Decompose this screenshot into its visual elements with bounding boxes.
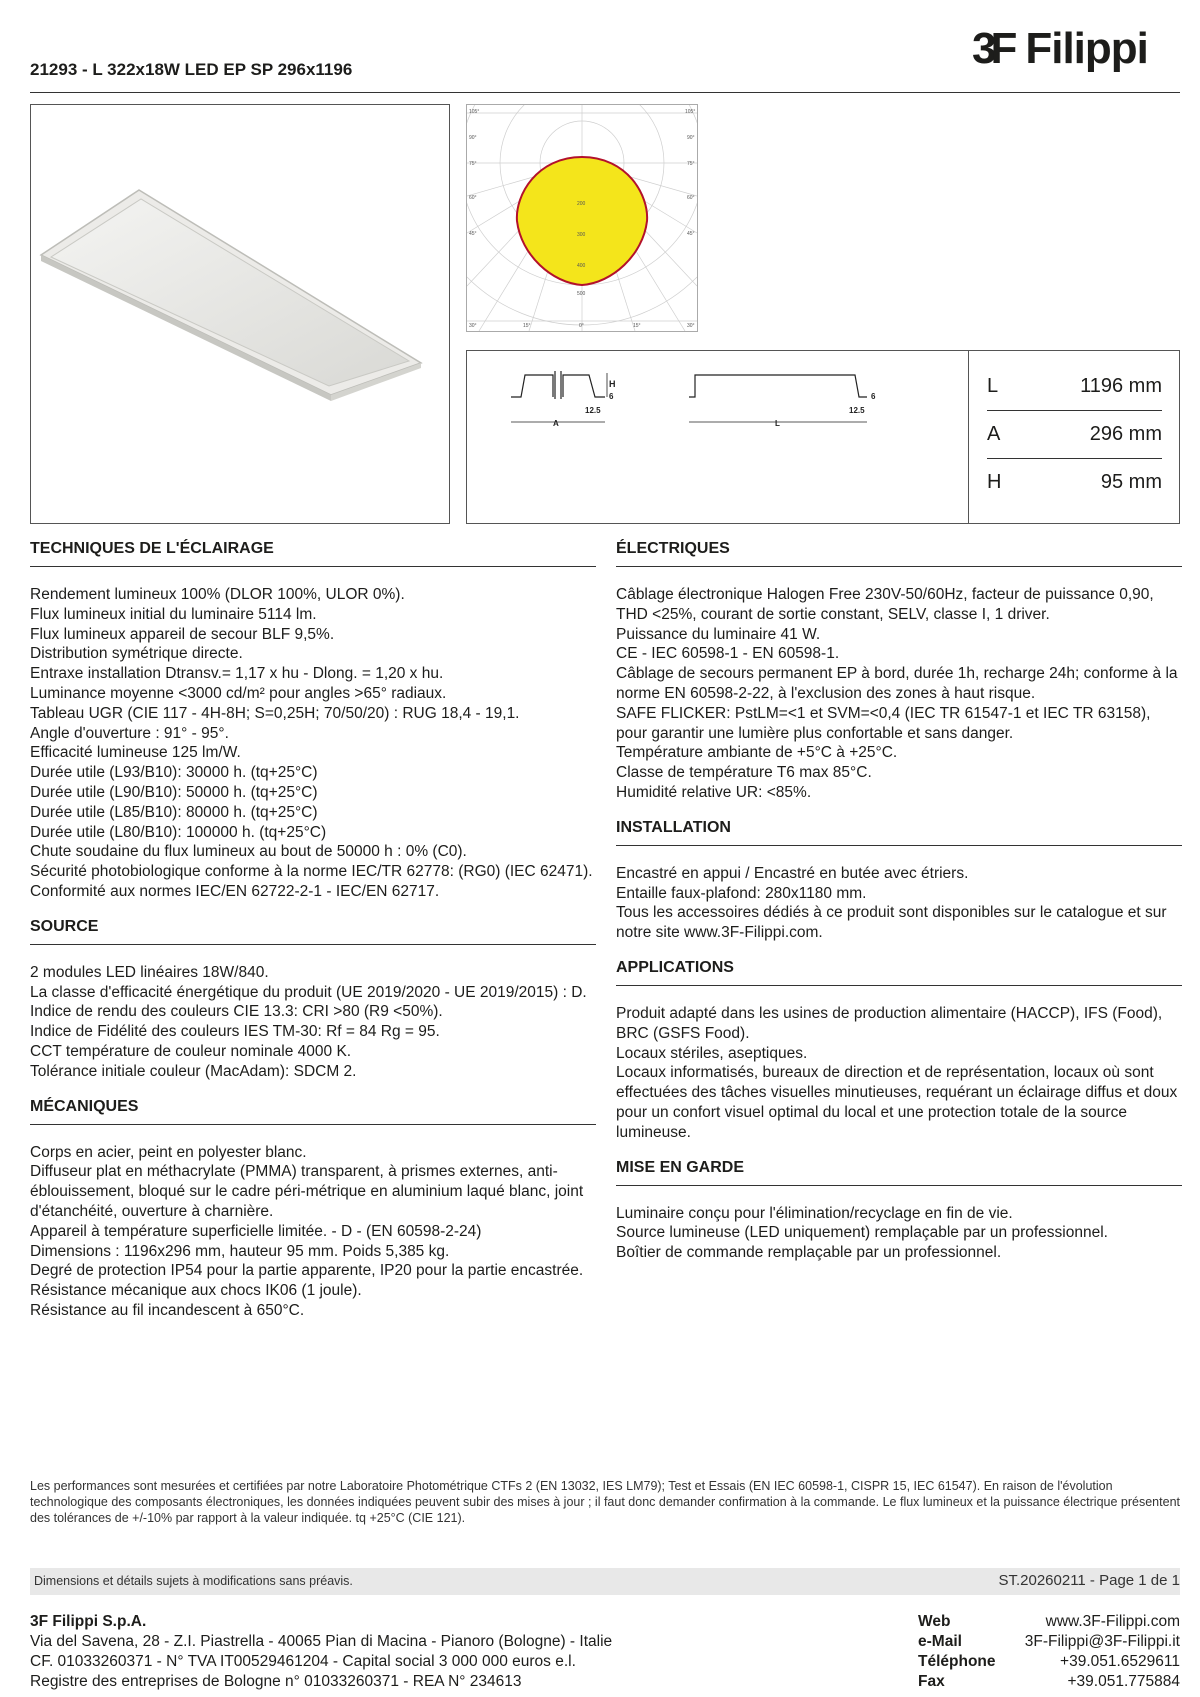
- section-body: [30, 963, 596, 1082]
- polar-bottom-label: 15°: [633, 323, 641, 329]
- polar-angle-label: 45°: [469, 231, 477, 237]
- section-body: [30, 585, 596, 902]
- spec-line: Tolérance initiale couleur (MacAdam): SDCM 2.: [30, 1062, 357, 1080]
- polar-radial-value: 500: [577, 291, 586, 297]
- polar-bottom-label: 0°: [579, 323, 584, 329]
- spec-line: Locaux stériles, aseptiques.: [616, 1044, 808, 1062]
- polar-diagram: [467, 105, 697, 331]
- spec-line: CCT température de couleur nominale 4000 K.: [30, 1042, 352, 1060]
- polar-angle-label: 60°: [687, 195, 695, 201]
- front-a-label: A: [553, 419, 559, 428]
- spec-line: Distribution symétrique directe.: [30, 645, 243, 663]
- dimension-row-l: [987, 362, 1162, 411]
- spec-section: [616, 817, 1182, 943]
- spec-line: Classe de température T6 max 85°C.: [616, 764, 872, 782]
- section-heading: SOURCE: [30, 916, 596, 945]
- spec-line: Indice de Fidélité des couleurs IES TM-30: Rf = 84 Rg = 95.: [30, 1023, 440, 1041]
- polar-angle-label: 90°: [687, 135, 695, 141]
- modification-notice: Dimensions et détails sujets à modifications sans préavis.: [34, 1574, 353, 1588]
- dimension-row-a: [987, 410, 1162, 459]
- section-body: [616, 1004, 1182, 1143]
- dimension-row-h: [987, 458, 1162, 506]
- spec-line: Produit adapté dans les usines de production alimentaire (HACCP), IFS (Food), BRC (GSFS Food).: [616, 1004, 1163, 1042]
- spec-line: Locaux informatisés, bureaux de direction et de représentation, locaux où sont effectuées des tâches visuelles minutieuses, requérant un éclairage diffus et doux pour un confort visuel optimal du local et une protection totale de la source lumineuse.: [616, 1064, 1178, 1141]
- header-divider: [30, 92, 1180, 93]
- front-h-label: H: [609, 379, 616, 389]
- company-fiscal: CF. 01033260371 - N° TVA IT00529461204 - Capital social 3 000 000 euros e.l.: [30, 1653, 576, 1670]
- section-heading: ÉLECTRIQUES: [616, 538, 1182, 567]
- spec-section: [30, 1096, 596, 1321]
- company-name: 3F Filippi S.p.A.: [30, 1613, 147, 1630]
- logo-mark: 3F: [972, 24, 1012, 73]
- section-body: [30, 1143, 596, 1321]
- dimension-key: L: [987, 375, 999, 397]
- spec-line: Câblage électronique Halogen Free 230V-50/60Hz, facteur de puissance 0,90, THD <25%, courant de sortie constant, SELV, classe I, 1 driver.: [616, 586, 1154, 623]
- spec-line: Durée utile (L93/B10): 30000 h. (tq+25°C): [30, 764, 318, 782]
- spec-line: SAFE FLICKER: PstLM=<1 et SVM=<0,4 (IEC TR 61547-1 et IEC TR 63158), pour garantir une lumière plus confortable et sans danger.: [616, 704, 1151, 742]
- polar-angle-label: 75°: [687, 161, 695, 167]
- section-heading: INSTALLATION: [616, 817, 1182, 846]
- spec-line: Puissance du luminaire 41 W.: [616, 625, 821, 643]
- product-photo: [31, 105, 449, 523]
- front-dim-6: 6: [609, 392, 614, 401]
- spec-line: Encastré en appui / Encastré en butée avec étriers.: [616, 864, 969, 882]
- side-l-label: L: [775, 419, 780, 428]
- company-registry: Registre des entreprises de Bologne n° 01033260371 - REA N° 234613: [30, 1673, 522, 1690]
- company-address: Via del Savena, 28 - Z.I. Piastrella - 40065 Pian di Macina - Pianoro (Bologne) - Italie: [30, 1633, 613, 1650]
- section-heading: APPLICATIONS: [616, 957, 1182, 986]
- spec-line: Tous les accessoires dédiés à ce produit sont disponibles sur le catalogue et sur notre site www.3F-Filippi.com.: [616, 904, 1167, 942]
- email-link[interactable]: 3F-Filippi@3F-Filippi.it: [1024, 1633, 1180, 1650]
- dimension-value: 95 mm: [1100, 471, 1162, 493]
- spec-line: CE - IEC 60598-1 - EN 60598-1.: [616, 645, 840, 663]
- spec-line: Tableau UGR (CIE 117 - 4H-8H; S=0,25H; 70/50/20) : RUG 18,4 - 19,1.: [30, 704, 520, 722]
- logo-text: Filippi: [1025, 24, 1148, 73]
- spec-line: Luminance moyenne <3000 cd/m² pour angles >65° radiaux.: [30, 684, 447, 702]
- spec-line: Corps en acier, peint en polyester blanc.: [30, 1143, 307, 1161]
- spec-section: [30, 538, 596, 902]
- spec-line: Sécurité photobiologique conforme à la norme IEC/TR 62778: (RG0) (IEC 62471).: [30, 863, 593, 881]
- spec-line: Entaille faux-plafond: 280x1180 mm.: [616, 884, 867, 902]
- spec-line: Durée utile (L80/B10): 100000 h. (tq+25°C): [30, 823, 327, 841]
- product-photo-frame: [30, 104, 450, 524]
- spec-section: [616, 1157, 1182, 1263]
- front-view-drawing: [507, 367, 657, 447]
- contact-row-fax: [918, 1672, 1180, 1692]
- spec-line: Flux lumineux appareil de secour BLF 9,5%.: [30, 625, 335, 643]
- polar-bottom-label: 15°: [523, 323, 531, 329]
- polar-angle-label: 90°: [469, 135, 477, 141]
- side-dim-6: 6: [871, 392, 876, 401]
- spec-section: [616, 957, 1182, 1143]
- contact-row-phone: [918, 1652, 1180, 1672]
- spec-line: Résistance mécanique aux chocs IK06 (1 joule).: [30, 1282, 362, 1300]
- company-info: [30, 1612, 612, 1692]
- dimension-key: A: [987, 423, 1001, 445]
- spec-line: Source lumineuse (LED uniquement) remplaçable par un professionnel.: [616, 1224, 1108, 1242]
- contact-row-web: [918, 1612, 1180, 1632]
- section-body: [616, 585, 1182, 803]
- section-heading: MISE EN GARDE: [616, 1157, 1182, 1186]
- spec-section: [30, 916, 596, 1082]
- polar-diagram-frame: [466, 104, 698, 332]
- section-heading: TECHNIQUES DE L'ÉCLAIRAGE: [30, 538, 596, 567]
- front-dim-12-5: 12.5: [585, 406, 601, 415]
- spec-line: Durée utile (L85/B10): 80000 h. (tq+25°C): [30, 803, 318, 821]
- section-body: [616, 864, 1182, 943]
- spec-line: Résistance au fil incandescent à 650°C.: [30, 1301, 305, 1319]
- polar-angle-label: 75°: [469, 161, 477, 167]
- contact-key: Web: [918, 1613, 951, 1630]
- dimensions-table: [968, 350, 1180, 524]
- polar-radial-value: 400: [577, 263, 586, 269]
- disclaimer-text: Les performances sont mesurées et certifiées par notre Laboratoire Photométrique CTFs 2 (EN 13032, IES LM79); Test et Essais (EN IEC 60598-1, CISPR 15, IEC 61547). En raison de l'évolution technologique des composants électroniques, les données indiquées peuvent subir des mises à jour ; il faut donc demander confirmation à la commande. Le flux lumineux et la puissance électrique présentent des tolérances de +/-10% par rapport à la valeur indiquée. tq +25°C (CIE 121).: [30, 1479, 1180, 1525]
- spec-line: Humidité relative UR: <85%.: [616, 783, 812, 801]
- spec-line: Durée utile (L90/B10): 50000 h. (tq+25°C): [30, 783, 318, 801]
- polar-angle-label: 105°: [469, 109, 480, 115]
- spec-line: Diffuseur plat en méthacrylate (PMMA) transparent, à prismes externes, anti-éblouissement, bloqué sur le cadre péri-métrique en aluminium laqué blanc, joint d'étanchéité, ouverture à charnière.: [30, 1163, 584, 1220]
- spec-line: 2 modules LED linéaires 18W/840.: [30, 963, 269, 981]
- brand-logo: [972, 24, 1148, 74]
- contact-row-email: [918, 1632, 1180, 1652]
- phone-number: +39.051.6529611: [1060, 1653, 1180, 1670]
- spec-line: Degré de protection IP54 pour la partie apparente, IP20 pour la partie encastrée.: [30, 1262, 584, 1280]
- spec-line: Appareil à température superficielle limitée. - D - (EN 60598-2-24): [30, 1222, 482, 1240]
- side-view-drawing: [685, 367, 885, 447]
- spec-line: Boîtier de commande remplaçable par un professionnel.: [616, 1244, 1002, 1262]
- contact-key: Fax: [918, 1673, 945, 1690]
- spec-line: Luminaire conçu pour l'élimination/recyclage en fin de vie.: [616, 1204, 1013, 1222]
- web-link[interactable]: www.3F-Filippi.com: [1045, 1613, 1180, 1630]
- polar-bottom-label: 30°: [469, 323, 477, 329]
- section-body: [616, 1204, 1182, 1263]
- spec-line: Câblage de secours permanent EP à bord, durée 1h, recharge 24h; conforme à la norme EN 60598-2-22, à l'exclusion des zones à haut risque.: [616, 665, 1178, 702]
- polar-angle-label: 45°: [687, 231, 695, 237]
- spec-section: [616, 538, 1182, 803]
- spec-line: Dimensions : 1196x296 mm, hauteur 95 mm. Poids 5,385 kg.: [30, 1242, 450, 1260]
- dimension-value: 1196 mm: [1080, 375, 1162, 397]
- spec-line: Indice de rendu des couleurs CIE 13.3: CRI >80 (R9 <50%).: [30, 1003, 443, 1021]
- spec-line: Température ambiante de +5°C à +25°C.: [616, 744, 898, 762]
- spec-line: Flux lumineux initial du luminaire 5114 lm.: [30, 605, 317, 623]
- spec-line: Chute soudaine du flux lumineux au bout de 50000 h : 0% (C0).: [30, 843, 467, 861]
- polar-radial-value: 200: [577, 201, 586, 207]
- contact-key: Téléphone: [918, 1653, 996, 1670]
- dimension-value: 296 mm: [1089, 423, 1162, 445]
- left-column: [30, 538, 596, 1335]
- fax-number: +39.051.775884: [1067, 1673, 1180, 1690]
- spec-line: La classe d'efficacité énergétique du produit (UE 2019/2020 - UE 2019/2015) : D.: [30, 983, 587, 1001]
- dimension-key: H: [987, 471, 1002, 493]
- polar-bottom-label: 30°: [687, 323, 695, 329]
- spec-line: Rendement lumineux 100% (DLOR 100%, ULOR 0%).: [30, 586, 405, 603]
- section-heading: MÉCANIQUES: [30, 1096, 596, 1125]
- product-title: 21293 - L 322x18W LED EP SP 296x1196: [30, 60, 353, 79]
- polar-angle-label: 60°: [469, 195, 477, 201]
- spec-line: Angle d'ouverture : 91° - 95°.: [30, 724, 229, 742]
- spec-line: Conformité aux normes IEC/EN 62722-2-1 - IEC/EN 62717.: [30, 882, 440, 900]
- spec-line: Entraxe installation Dtransv.= 1,17 x hu - Dlong. = 1,20 x hu.: [30, 665, 444, 683]
- page-reference: ST.20260211 - Page 1 de 1: [998, 1572, 1180, 1589]
- spec-line: Efficacité lumineuse 125 lm/W.: [30, 744, 241, 762]
- side-dim-12-5: 12.5: [849, 406, 865, 415]
- contact-key: e-Mail: [918, 1633, 962, 1650]
- polar-radial-value: 300: [577, 232, 586, 238]
- polar-angle-label: 105°: [685, 109, 696, 115]
- contact-info: [918, 1612, 1180, 1692]
- right-column: [616, 538, 1182, 1277]
